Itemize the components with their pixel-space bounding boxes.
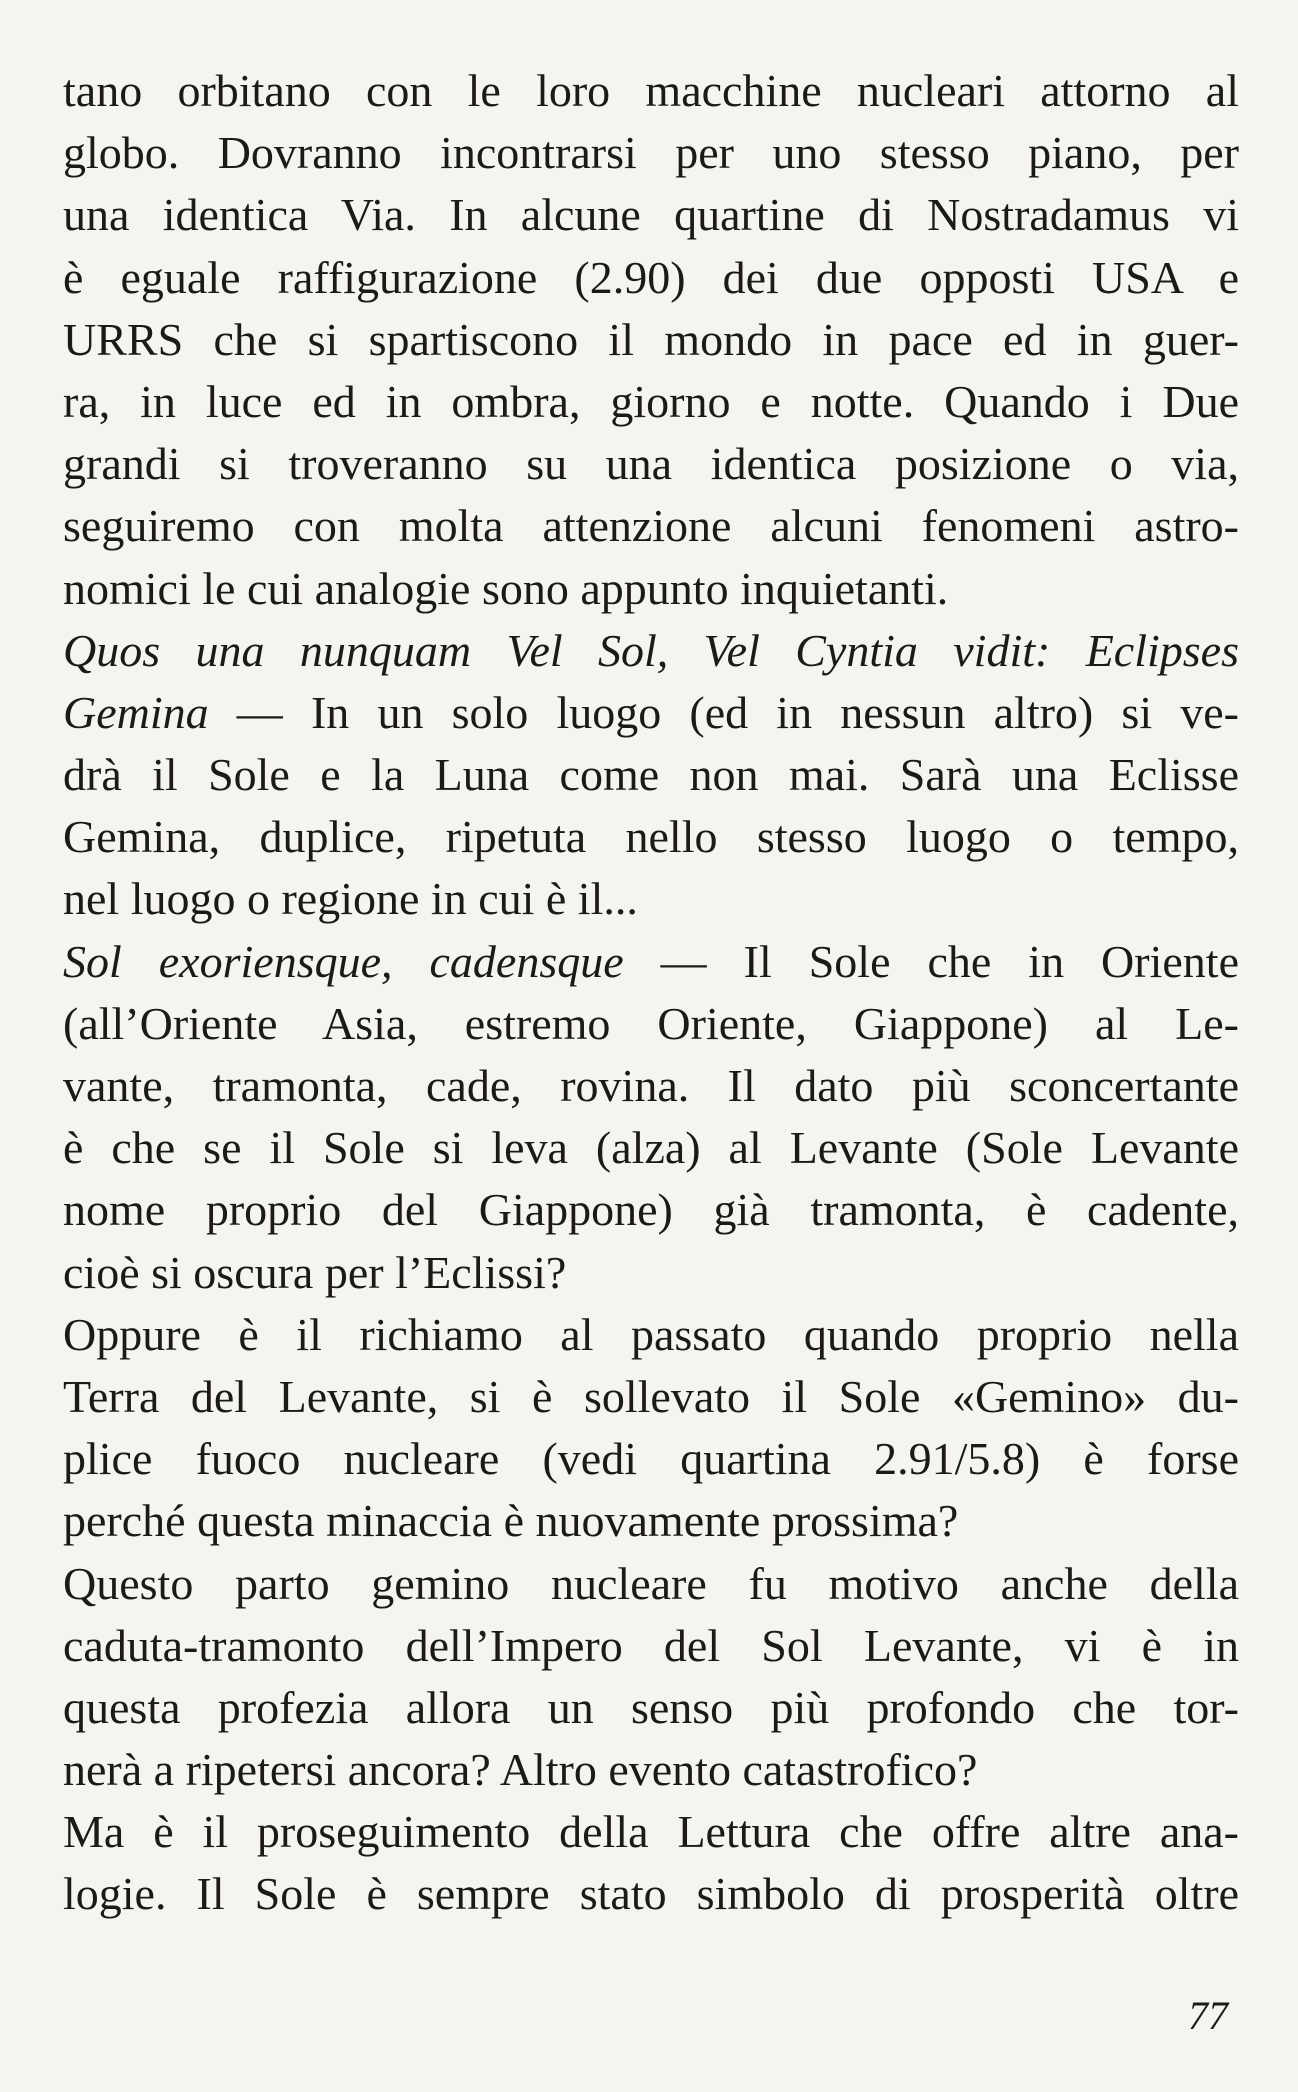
text-line: drà il Sole e la Luna come non mai. Sarà una Eclisse — [63, 749, 1239, 801]
text-line: globo. Dovranno incontrarsi per uno stesso piano, per — [63, 127, 1239, 179]
text-line: Terra del Levante, si è sollevato il Sole «Gemino» du- — [63, 1370, 1239, 1422]
text-line: Gemina, duplice, ripetuta nello stesso luogo o tempo, — [63, 811, 1239, 863]
text-line: seguiremo con molta attenzione alcuni fenomeni astro- — [63, 500, 1239, 552]
text-line: è che se il Sole si leva (alza) al Levante (Sole Levante — [63, 1122, 1239, 1174]
text-line: caduta-tramonto dell’Impero del Sol Levante, vi è in — [63, 1619, 1239, 1671]
text-line: perché questa minaccia è nuovamente prossima? — [63, 1495, 959, 1547]
book-page-text — [63, 60, 1239, 1926]
latin-quote: Gemina — [63, 686, 209, 738]
commentary: — Il Sole che in Oriente — [623, 935, 1239, 987]
text-line: grandi si troveranno su una identica posizione o via, — [63, 438, 1239, 490]
text-line-with-quote — [63, 931, 1239, 993]
text-line: Ma è il proseguimento della Lettura che offre altre ana- — [63, 1806, 1239, 1858]
text-line: cioè si oscura per l’Eclissi? — [63, 1246, 567, 1298]
text-line: plice fuoco nucleare (vedi quartina 2.91/5.8) è forse — [63, 1433, 1239, 1485]
text-line: vante, tramonta, cade, rovina. Il dato più sconcertante — [63, 1060, 1239, 1111]
text-line: tano orbitano con le loro macchine nucleari attorno al — [63, 65, 1239, 116]
text-line: ra, in luce ed in ombra, giorno e notte. Quando i Due — [63, 375, 1239, 427]
text-line: Questo parto gemino nucleare fu motivo anche della — [63, 1557, 1239, 1609]
text-line: una identica Via. In alcune quartine di Nostradamus vi — [63, 189, 1239, 241]
page-number: 77 — [1188, 1993, 1228, 2038]
text-line: questa profezia allora un senso più profondo che tor- — [63, 1681, 1239, 1733]
text-line: URRS che si spartiscono il mondo in pace ed in guer- — [63, 313, 1239, 365]
text-line: nome proprio del Giappone) già tramonta, è cadente, — [63, 1184, 1239, 1236]
text-line: (all’Oriente Asia, estremo Oriente, Giappone) al Le- — [63, 997, 1239, 1049]
text-line: è eguale raffigurazione (2.90) dei due opposti USA e — [63, 251, 1239, 303]
latin-quote: Sol exoriensque, cadensque — [63, 935, 624, 987]
text-line: logie. Il Sole è sempre stato simbolo di prosperità oltre — [63, 1868, 1239, 1920]
text-line-with-quote — [63, 682, 1239, 744]
text-line: nerà a ripetersi ancora? Altro evento catastrofico? — [63, 1744, 978, 1796]
text-line: nomici le cui analogie sono appunto inquietanti. — [63, 562, 949, 614]
text-line: nel luogo o regione in cui è il... — [63, 873, 638, 925]
commentary: — In un solo luogo (ed in nessun altro) si ve- — [208, 686, 1239, 738]
latin-quote-line: Quos una nunquam Vel Sol, Vel Cyntia vidit: Eclipses — [63, 624, 1239, 676]
text-line: Oppure è il richiamo al passato quando proprio nella — [63, 1308, 1239, 1360]
